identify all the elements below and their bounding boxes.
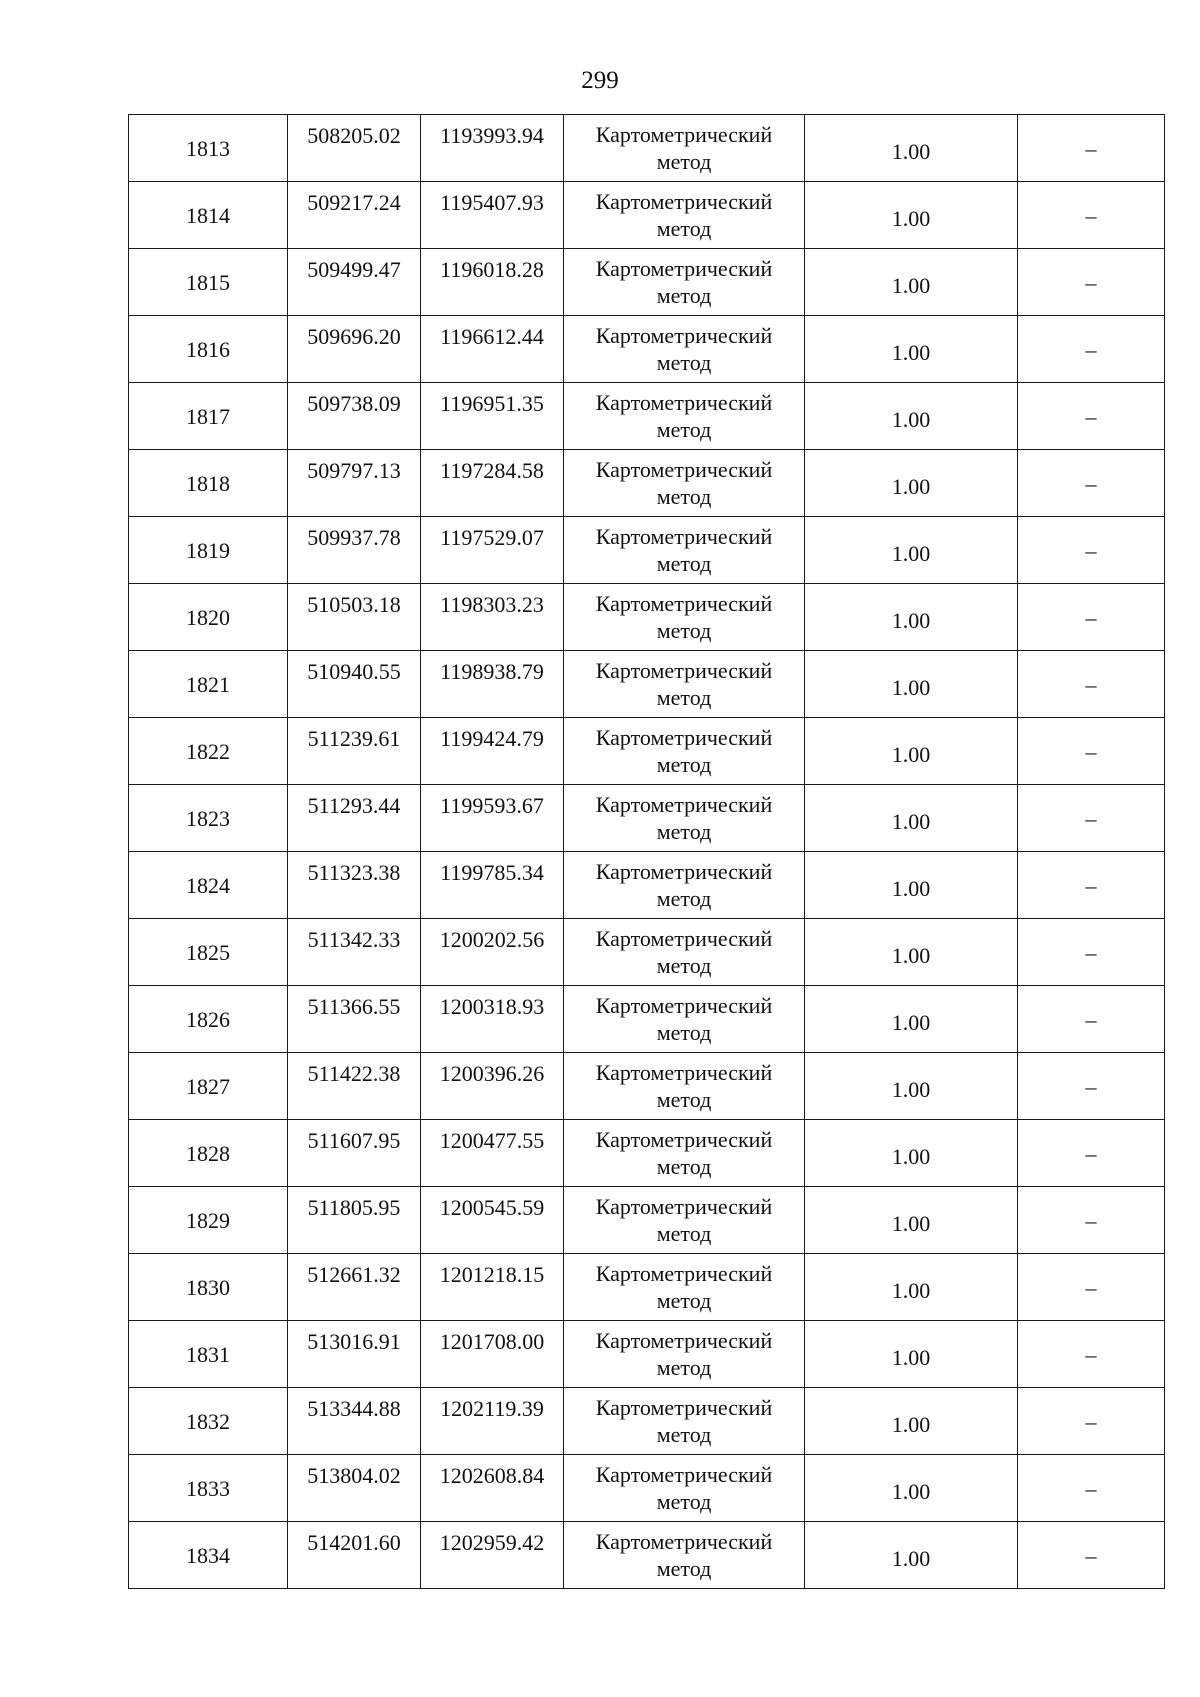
point-number-text: 1814 (186, 202, 230, 228)
point-number-text: 1821 (186, 671, 230, 697)
accuracy-text: 1.00 (891, 741, 931, 767)
method-text: Картометрический метод (595, 1395, 773, 1447)
description-text: – (1085, 470, 1097, 496)
accuracy-cell (805, 249, 1018, 316)
y-coordinate-cell (421, 383, 564, 450)
method-cell (564, 718, 805, 785)
table-row (129, 919, 1165, 986)
description-cell (1018, 383, 1165, 450)
point-number-cell (129, 1187, 288, 1254)
coordinates-table-body (129, 115, 1165, 1589)
description-text: – (1085, 1475, 1097, 1501)
x-coordinate-text: 509499.47 (307, 257, 401, 282)
accuracy-text: 1.00 (891, 607, 931, 633)
table-row (129, 1321, 1165, 1388)
description-text: – (1085, 135, 1097, 161)
method-cell (564, 1120, 805, 1187)
method-cell (564, 249, 805, 316)
description-text: – (1085, 1274, 1097, 1300)
x-coordinate-cell (288, 1321, 421, 1388)
point-number-text: 1829 (186, 1207, 230, 1233)
method-text: Картометрический метод (595, 725, 773, 777)
method-cell (564, 182, 805, 249)
method-cell (564, 1321, 805, 1388)
x-coordinate-text: 511422.38 (307, 1061, 401, 1086)
accuracy-cell (805, 450, 1018, 517)
method-text: Картометрический метод (595, 1127, 773, 1179)
x-coordinate-text: 513804.02 (307, 1463, 401, 1488)
point-number-text: 1813 (186, 135, 230, 161)
description-text: – (1085, 805, 1097, 831)
accuracy-cell (805, 785, 1018, 852)
point-number-cell (129, 517, 288, 584)
table-row (129, 986, 1165, 1053)
y-coordinate-cell (421, 316, 564, 383)
method-text: Картометрический метод (595, 122, 773, 174)
accuracy-cell (805, 1522, 1018, 1589)
point-number-cell (129, 115, 288, 182)
table-row (129, 115, 1165, 182)
y-coordinate-text: 1199785.34 (440, 860, 544, 885)
y-coordinate-text: 1200477.55 (439, 1128, 545, 1153)
x-coordinate-cell (288, 1522, 421, 1589)
accuracy-cell (805, 718, 1018, 785)
point-number-cell (129, 249, 288, 316)
x-coordinate-cell (288, 584, 421, 651)
accuracy-cell (805, 1321, 1018, 1388)
accuracy-text: 1.00 (891, 1411, 931, 1437)
description-text: – (1085, 1542, 1097, 1568)
description-cell (1018, 316, 1165, 383)
y-coordinate-text: 1202959.42 (439, 1530, 545, 1555)
accuracy-cell (805, 1455, 1018, 1522)
point-number-text: 1824 (186, 872, 230, 898)
method-text: Картометрический метод (595, 591, 773, 643)
description-cell (1018, 852, 1165, 919)
method-cell (564, 852, 805, 919)
coordinates-table (128, 114, 1165, 1589)
accuracy-cell (805, 584, 1018, 651)
point-number-text: 1816 (186, 336, 230, 362)
y-coordinate-text: 1197284.58 (440, 458, 544, 483)
point-number-text: 1827 (186, 1073, 230, 1099)
y-coordinate-cell (421, 1120, 564, 1187)
description-cell (1018, 651, 1165, 718)
y-coordinate-text: 1195407.93 (440, 190, 544, 215)
point-number-cell (129, 1321, 288, 1388)
method-cell (564, 584, 805, 651)
x-coordinate-text: 509217.24 (307, 190, 401, 215)
method-text: Картометрический метод (595, 256, 773, 308)
method-cell (564, 1388, 805, 1455)
x-coordinate-text: 508205.02 (307, 123, 401, 148)
y-coordinate-cell (421, 651, 564, 718)
x-coordinate-text: 511239.61 (307, 726, 401, 751)
y-coordinate-text: 1196612.44 (440, 324, 544, 349)
x-coordinate-text: 509797.13 (307, 458, 401, 483)
accuracy-cell (805, 919, 1018, 986)
x-coordinate-text: 511607.95 (307, 1128, 401, 1153)
y-coordinate-text: 1196951.35 (440, 391, 544, 416)
y-coordinate-text: 1202608.84 (439, 1463, 545, 1488)
description-text: – (1085, 537, 1097, 563)
accuracy-cell (805, 1187, 1018, 1254)
description-text: – (1085, 1073, 1097, 1099)
y-coordinate-text: 1199593.67 (440, 793, 544, 818)
description-text: – (1085, 939, 1097, 965)
table-row (129, 1522, 1165, 1589)
description-text: – (1085, 1207, 1097, 1233)
x-coordinate-cell (288, 852, 421, 919)
method-text: Картометрический метод (595, 1462, 773, 1514)
description-cell (1018, 1254, 1165, 1321)
method-text: Картометрический метод (595, 1060, 773, 1112)
x-coordinate-cell (288, 316, 421, 383)
method-text: Картометрический метод (595, 926, 773, 978)
x-coordinate-cell (288, 517, 421, 584)
y-coordinate-cell (421, 1522, 564, 1589)
accuracy-text: 1.00 (891, 406, 931, 432)
accuracy-cell (805, 852, 1018, 919)
x-coordinate-text: 511323.38 (307, 860, 401, 885)
method-text: Картометрический метод (595, 189, 773, 241)
table-row (129, 1254, 1165, 1321)
y-coordinate-cell (421, 1321, 564, 1388)
x-coordinate-cell (288, 986, 421, 1053)
y-coordinate-cell (421, 1053, 564, 1120)
table-row (129, 718, 1165, 785)
accuracy-text: 1.00 (891, 942, 931, 968)
method-cell (564, 1187, 805, 1254)
x-coordinate-text: 511342.33 (307, 927, 401, 952)
method-cell (564, 1522, 805, 1589)
x-coordinate-cell (288, 651, 421, 718)
x-coordinate-cell (288, 718, 421, 785)
method-text: Картометрический метод (595, 457, 773, 509)
accuracy-text: 1.00 (891, 205, 931, 231)
method-text: Картометрический метод (595, 1261, 773, 1313)
description-text: – (1085, 872, 1097, 898)
accuracy-text: 1.00 (891, 1210, 931, 1236)
table-row (129, 1388, 1165, 1455)
accuracy-cell (805, 1120, 1018, 1187)
x-coordinate-cell (288, 450, 421, 517)
table-row (129, 1053, 1165, 1120)
y-coordinate-text: 1193993.94 (440, 123, 544, 148)
description-text: – (1085, 269, 1097, 295)
point-number-text: 1833 (186, 1475, 230, 1501)
y-coordinate-text: 1198938.79 (440, 659, 544, 684)
x-coordinate-cell (288, 182, 421, 249)
y-coordinate-cell (421, 919, 564, 986)
accuracy-text: 1.00 (891, 1009, 931, 1035)
method-cell (564, 919, 805, 986)
point-number-text: 1832 (186, 1408, 230, 1434)
x-coordinate-cell (288, 249, 421, 316)
description-cell (1018, 1388, 1165, 1455)
x-coordinate-cell (288, 1455, 421, 1522)
point-number-cell (129, 1254, 288, 1321)
accuracy-text: 1.00 (891, 875, 931, 901)
description-cell (1018, 182, 1165, 249)
table-row (129, 1455, 1165, 1522)
y-coordinate-cell (421, 450, 564, 517)
description-cell (1018, 1053, 1165, 1120)
description-text: – (1085, 202, 1097, 228)
x-coordinate-text: 513016.91 (307, 1329, 401, 1354)
method-text: Картометрический метод (595, 524, 773, 576)
accuracy-cell (805, 517, 1018, 584)
point-number-cell (129, 1053, 288, 1120)
point-number-text: 1831 (186, 1341, 230, 1367)
y-coordinate-text: 1200318.93 (439, 994, 545, 1019)
x-coordinate-cell (288, 1053, 421, 1120)
y-coordinate-cell (421, 182, 564, 249)
table-row (129, 651, 1165, 718)
description-cell (1018, 986, 1165, 1053)
method-text: Картометрический метод (595, 1194, 773, 1246)
method-text: Картометрический метод (595, 658, 773, 710)
accuracy-text: 1.00 (891, 540, 931, 566)
table-row (129, 1120, 1165, 1187)
accuracy-cell (805, 383, 1018, 450)
y-coordinate-text: 1199424.79 (440, 726, 544, 751)
point-number-text: 1830 (186, 1274, 230, 1300)
description-cell (1018, 115, 1165, 182)
point-number-cell (129, 986, 288, 1053)
method-cell (564, 986, 805, 1053)
accuracy-text: 1.00 (891, 473, 931, 499)
accuracy-text: 1.00 (891, 339, 931, 365)
accuracy-text: 1.00 (891, 272, 931, 298)
point-number-cell (129, 852, 288, 919)
method-cell (564, 450, 805, 517)
table-row (129, 316, 1165, 383)
accuracy-cell (805, 182, 1018, 249)
description-text: – (1085, 403, 1097, 429)
point-number-cell (129, 785, 288, 852)
accuracy-text: 1.00 (891, 1545, 931, 1571)
description-cell (1018, 517, 1165, 584)
y-coordinate-cell (421, 1187, 564, 1254)
y-coordinate-text: 1197529.07 (440, 525, 544, 550)
method-cell (564, 1254, 805, 1321)
y-coordinate-text: 1200545.59 (439, 1195, 545, 1220)
x-coordinate-text: 514201.60 (307, 1530, 401, 1555)
description-cell (1018, 584, 1165, 651)
point-number-cell (129, 1455, 288, 1522)
accuracy-cell (805, 316, 1018, 383)
accuracy-text: 1.00 (891, 1076, 931, 1102)
accuracy-text: 1.00 (891, 1344, 931, 1370)
method-text: Картометрический метод (595, 323, 773, 375)
x-coordinate-cell (288, 115, 421, 182)
x-coordinate-text: 511366.55 (307, 994, 401, 1019)
y-coordinate-text: 1202119.39 (440, 1396, 544, 1421)
accuracy-text: 1.00 (891, 138, 931, 164)
point-number-text: 1817 (186, 403, 230, 429)
method-cell (564, 316, 805, 383)
y-coordinate-cell (421, 517, 564, 584)
accuracy-cell (805, 1053, 1018, 1120)
table-row (129, 517, 1165, 584)
description-text: – (1085, 1140, 1097, 1166)
point-number-cell (129, 1120, 288, 1187)
table-row (129, 852, 1165, 919)
table-row (129, 785, 1165, 852)
description-cell (1018, 1120, 1165, 1187)
x-coordinate-cell (288, 785, 421, 852)
y-coordinate-text: 1201218.15 (439, 1262, 545, 1287)
x-coordinate-text: 511805.95 (307, 1195, 401, 1220)
accuracy-text: 1.00 (891, 1143, 931, 1169)
point-number-cell (129, 383, 288, 450)
point-number-cell (129, 919, 288, 986)
point-number-cell (129, 584, 288, 651)
description-text: – (1085, 738, 1097, 764)
x-coordinate-cell (288, 1120, 421, 1187)
description-text: – (1085, 1341, 1097, 1367)
accuracy-cell (805, 986, 1018, 1053)
table-row (129, 584, 1165, 651)
point-number-cell (129, 1388, 288, 1455)
method-cell (564, 785, 805, 852)
y-coordinate-cell (421, 718, 564, 785)
table-row (129, 383, 1165, 450)
x-coordinate-cell (288, 1388, 421, 1455)
y-coordinate-cell (421, 1455, 564, 1522)
description-text: – (1085, 1006, 1097, 1032)
point-number-text: 1823 (186, 805, 230, 831)
point-number-text: 1825 (186, 939, 230, 965)
x-coordinate-text: 509696.20 (307, 324, 401, 349)
point-number-text: 1828 (186, 1140, 230, 1166)
page-number: 299 (581, 67, 619, 94)
x-coordinate-cell (288, 383, 421, 450)
description-cell (1018, 718, 1165, 785)
y-coordinate-cell (421, 584, 564, 651)
y-coordinate-cell (421, 115, 564, 182)
method-cell (564, 383, 805, 450)
accuracy-cell (805, 115, 1018, 182)
description-text: – (1085, 671, 1097, 697)
y-coordinate-text: 1198303.23 (440, 592, 544, 617)
table-row (129, 249, 1165, 316)
accuracy-text: 1.00 (891, 1277, 931, 1303)
x-coordinate-text: 510503.18 (307, 592, 401, 617)
accuracy-cell (805, 1254, 1018, 1321)
method-text: Картометрический метод (595, 792, 773, 844)
x-coordinate-text: 512661.32 (307, 1262, 401, 1287)
accuracy-text: 1.00 (891, 674, 931, 700)
point-number-text: 1819 (186, 537, 230, 563)
table-row (129, 182, 1165, 249)
description-cell (1018, 1321, 1165, 1388)
y-coordinate-text: 1196018.28 (440, 257, 544, 282)
accuracy-text: 1.00 (891, 808, 931, 834)
point-number-cell (129, 182, 288, 249)
method-cell (564, 1455, 805, 1522)
y-coordinate-cell (421, 1388, 564, 1455)
method-text: Картометрический метод (595, 993, 773, 1045)
y-coordinate-cell (421, 785, 564, 852)
point-number-cell (129, 1522, 288, 1589)
y-coordinate-text: 1201708.00 (439, 1329, 545, 1354)
y-coordinate-cell (421, 1254, 564, 1321)
point-number-cell (129, 450, 288, 517)
method-cell (564, 1053, 805, 1120)
method-cell (564, 651, 805, 718)
accuracy-cell (805, 1388, 1018, 1455)
description-text: – (1085, 604, 1097, 630)
point-number-cell (129, 316, 288, 383)
method-text: Картометрический метод (595, 390, 773, 442)
y-coordinate-cell (421, 852, 564, 919)
x-coordinate-cell (288, 919, 421, 986)
point-number-text: 1822 (186, 738, 230, 764)
point-number-text: 1820 (186, 604, 230, 630)
description-cell (1018, 1187, 1165, 1254)
y-coordinate-text: 1200202.56 (439, 927, 545, 952)
y-coordinate-cell (421, 986, 564, 1053)
point-number-text: 1818 (186, 470, 230, 496)
x-coordinate-cell (288, 1187, 421, 1254)
description-cell (1018, 1455, 1165, 1522)
accuracy-text: 1.00 (891, 1478, 931, 1504)
method-text: Картометрический метод (595, 1529, 773, 1581)
point-number-text: 1834 (186, 1542, 230, 1568)
x-coordinate-text: 513344.88 (307, 1396, 401, 1421)
method-cell (564, 115, 805, 182)
x-coordinate-text: 509937.78 (307, 525, 401, 550)
y-coordinate-cell (421, 249, 564, 316)
description-cell (1018, 919, 1165, 986)
point-number-text: 1815 (186, 269, 230, 295)
method-cell (564, 517, 805, 584)
y-coordinate-text: 1200396.26 (439, 1061, 545, 1086)
description-cell (1018, 249, 1165, 316)
table-row (129, 1187, 1165, 1254)
description-text: – (1085, 336, 1097, 362)
description-cell (1018, 785, 1165, 852)
point-number-cell (129, 718, 288, 785)
x-coordinate-cell (288, 1254, 421, 1321)
x-coordinate-text: 509738.09 (307, 391, 401, 416)
x-coordinate-text: 510940.55 (307, 659, 401, 684)
point-number-text: 1826 (186, 1006, 230, 1032)
description-text: – (1085, 1408, 1097, 1434)
description-cell (1018, 1522, 1165, 1589)
description-cell (1018, 450, 1165, 517)
accuracy-cell (805, 651, 1018, 718)
table-row (129, 450, 1165, 517)
x-coordinate-text: 511293.44 (307, 793, 401, 818)
method-text: Картометрический метод (595, 859, 773, 911)
method-text: Картометрический метод (595, 1328, 773, 1380)
point-number-cell (129, 651, 288, 718)
